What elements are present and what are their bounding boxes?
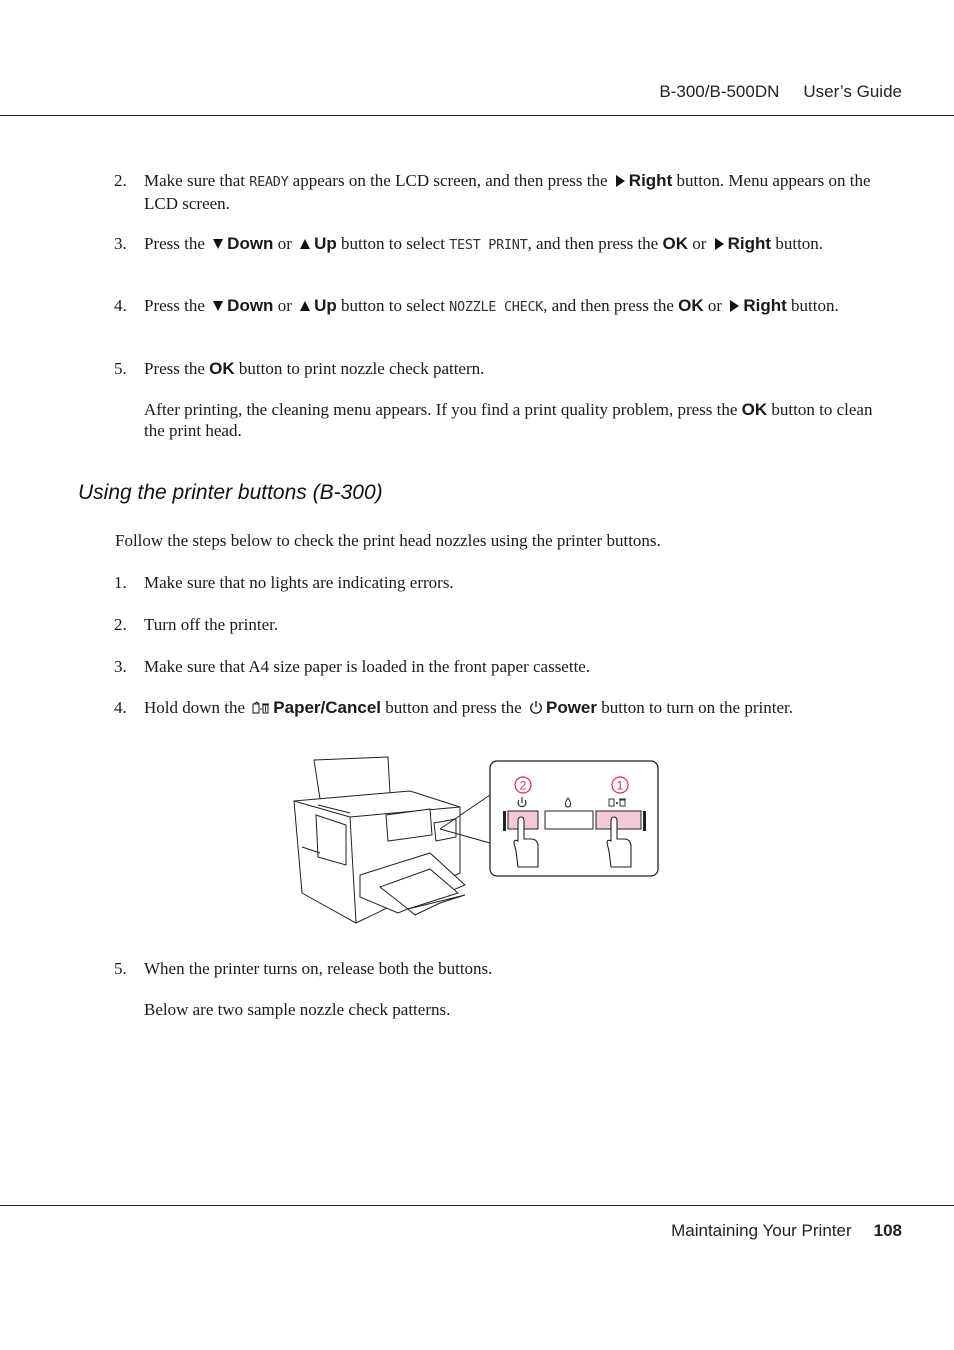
step-text: button to print nozzle check pattern. [234, 359, 485, 378]
header-guide: User’s Guide [803, 82, 902, 101]
button-name: Paper/Cancel [273, 698, 382, 717]
step-text: or [703, 296, 727, 315]
running-header [659, 82, 902, 102]
intro-paragraph: Follow the steps below to check the print head nozzles using the printer buttons. [115, 531, 661, 550]
button-name: Right [743, 296, 787, 315]
step-a-2 [114, 170, 874, 214]
page-number: 108 [873, 1221, 902, 1240]
printer-button-figure [290, 755, 662, 932]
step-number: 4. [114, 296, 127, 315]
callout-label-2: 2 [519, 778, 527, 793]
button-name: Up [314, 296, 337, 315]
step-text: or [273, 234, 297, 253]
step-number: 3. [114, 234, 127, 253]
step-number: 3. [114, 657, 127, 676]
step-text: Make sure that [144, 171, 250, 190]
button-name: OK [741, 400, 768, 419]
step-text: Turn off the printer. [144, 615, 279, 634]
step-number: 5. [114, 959, 127, 978]
step-text: Make sure that no lights are indicating errors. [144, 573, 454, 592]
step-number: 2. [114, 615, 127, 634]
note-text: button to clean the print head. [144, 400, 873, 440]
step-number: 1. [114, 573, 127, 592]
power-icon [529, 699, 543, 720]
printer-illustration [294, 757, 465, 923]
footer-section: Maintaining Your Printer [671, 1221, 852, 1240]
step-a-5 [114, 358, 874, 379]
step-text: Press the [144, 296, 210, 315]
lcd-code: TEST PRINT [449, 237, 528, 253]
step-text: When the printer turns on, release both the buttons. [144, 959, 493, 978]
control-panel-inset [490, 761, 658, 876]
step-a-4 [114, 295, 874, 318]
header-product: B-300/B-500DN [659, 82, 780, 101]
step-a-3 [114, 233, 874, 256]
step-text: Press the [144, 359, 210, 378]
lcd-code: READY [249, 174, 289, 190]
step-b-5 [114, 958, 874, 979]
footer-rule [0, 1205, 954, 1206]
button-name: OK [209, 359, 235, 378]
header-rule [0, 115, 954, 116]
paper-cancel-icon [252, 699, 270, 720]
button-name: Power [545, 698, 598, 717]
section-heading: Using the printer buttons (B-300) [78, 481, 383, 504]
step-b-4 [114, 697, 874, 720]
step-number: 5. [114, 359, 127, 378]
button-name: Down [227, 296, 274, 315]
step-b-2 [114, 614, 874, 635]
step-text: Press the [144, 234, 210, 253]
right-arrow-icon [616, 175, 625, 187]
step-b-3 [114, 656, 874, 677]
samples-note: Below are two sample nozzle check patterns. [144, 1000, 451, 1019]
step-text: Hold down the [144, 698, 250, 717]
after-print-note [144, 399, 874, 441]
running-footer [671, 1221, 902, 1241]
button-name: Right [628, 171, 673, 190]
step-text: Make sure that A4 size paper is loaded in the front paper cassette. [144, 657, 591, 676]
ink-button-shape [545, 811, 593, 829]
button-name: OK [678, 296, 704, 315]
step-text: button to select [336, 296, 450, 315]
down-arrow-icon [213, 301, 223, 311]
step-text: appears on the LCD screen, and then press the [288, 171, 612, 190]
up-arrow-icon [300, 301, 310, 311]
step-text: , and then press the [527, 234, 663, 253]
step-text: button to select [336, 234, 450, 253]
button-name: OK [662, 234, 688, 253]
note-text: After printing, the cleaning menu appears. If you find a print quality problem, press the [144, 400, 742, 419]
step-text: button. [771, 234, 824, 253]
step-text: or [687, 234, 711, 253]
right-arrow-icon [730, 300, 739, 312]
right-arrow-icon [715, 238, 724, 250]
down-arrow-icon [213, 239, 223, 249]
step-text: , and then press the [543, 296, 679, 315]
step-b-1 [114, 572, 874, 593]
step-text: button and press the [381, 698, 526, 717]
step-text: button. [786, 296, 839, 315]
button-name: Up [314, 234, 337, 253]
button-name: Down [227, 234, 274, 253]
up-arrow-icon [300, 239, 310, 249]
step-text: button to turn on the printer. [597, 698, 793, 717]
step-number: 4. [114, 698, 127, 717]
button-name: Right [727, 234, 772, 253]
step-number: 2. [114, 171, 127, 190]
paper-cancel-button-shape [596, 811, 641, 829]
callout-label-1: 1 [616, 778, 624, 793]
step-text: or [273, 296, 297, 315]
lcd-code: NOZZLE CHECK [449, 299, 544, 315]
step-text: button. Menu appears on the LCD screen. [144, 171, 871, 213]
